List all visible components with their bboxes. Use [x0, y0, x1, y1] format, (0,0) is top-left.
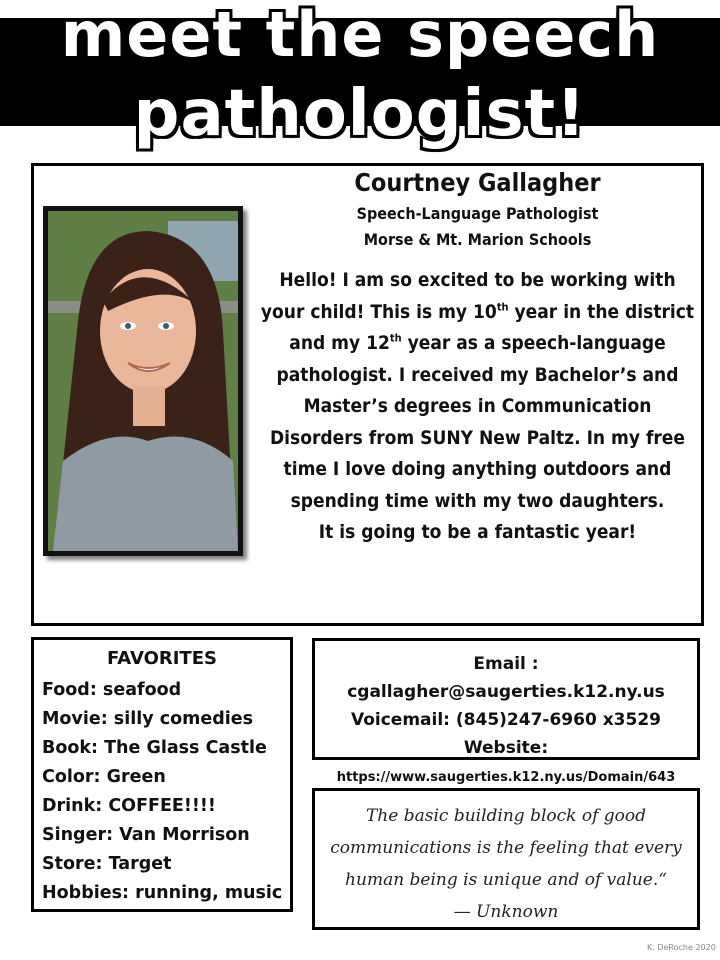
contact-website-link[interactable]: https://www.saugerties.k12.ny.us/Domain/643: [336, 770, 676, 785]
person-role: Speech-Language Pathologist: [356, 204, 599, 223]
quote-author: — Unknown: [453, 902, 559, 922]
portrait-illustration: [48, 211, 238, 551]
bio-section: [255, 166, 700, 549]
quote-line-2: communications is the feeling that every: [330, 838, 682, 858]
contact-website-label: Website:: [463, 738, 549, 758]
bio-sup-2: th: [389, 331, 402, 345]
contact-email[interactable]: Email : cgallagher@saugerties.k12.ny.us: [347, 654, 665, 702]
quote-line-3: human being is unique and of value.“: [345, 870, 667, 890]
favorite-item: Singer: Van Morrison: [42, 825, 250, 845]
bio-text-1: Hello! I am so excited to be working with your child! This is my 10: [260, 269, 676, 323]
quote-text: [316, 800, 696, 928]
favorite-item: Book: The Glass Castle: [42, 738, 267, 758]
author-credit: K. DeRoche 2020: [647, 943, 716, 952]
bio-text-2: year in the district and my 12: [289, 300, 695, 354]
favorite-item: Store: Target: [42, 854, 172, 874]
contact-voicemail: Voicemail: (845)247-6960 x3529: [351, 710, 661, 730]
profile-photo: [43, 206, 243, 556]
person-schools: Morse & Mt. Marion Schools: [363, 230, 592, 249]
page-title-line2: pathologist!: [133, 77, 587, 151]
favorite-item: Food: seafood: [42, 680, 182, 700]
bio-paragraph: [255, 265, 700, 549]
favorite-item: Movie: silly comedies: [42, 709, 254, 729]
bio-closing: It is going to be a fantastic year!: [318, 521, 637, 543]
bio-text-3: year as a speech-language pathologist. I received my Bachelor’s and Master’s degrees in Communication Disorders from SUNY New Paltz. In my free time I love doing anything outdoors and spending time with my two daughters.: [269, 332, 685, 512]
page-title-line1: meet the speech: [60, 0, 660, 71]
favorite-item: Drink: COFFEE!!!!: [42, 796, 216, 816]
favorite-item: Hobbies: running, music: [42, 883, 283, 903]
favorites-list: [42, 676, 282, 908]
quote-line-1: The basic building block of good: [365, 806, 647, 826]
bio-sup-1: th: [496, 300, 509, 314]
person-name: Courtney Gallagher: [354, 168, 601, 197]
contact-info: [312, 650, 700, 794]
favorites-title: FAVORITES: [107, 648, 217, 669]
favorite-item: Color: Green: [42, 767, 166, 787]
